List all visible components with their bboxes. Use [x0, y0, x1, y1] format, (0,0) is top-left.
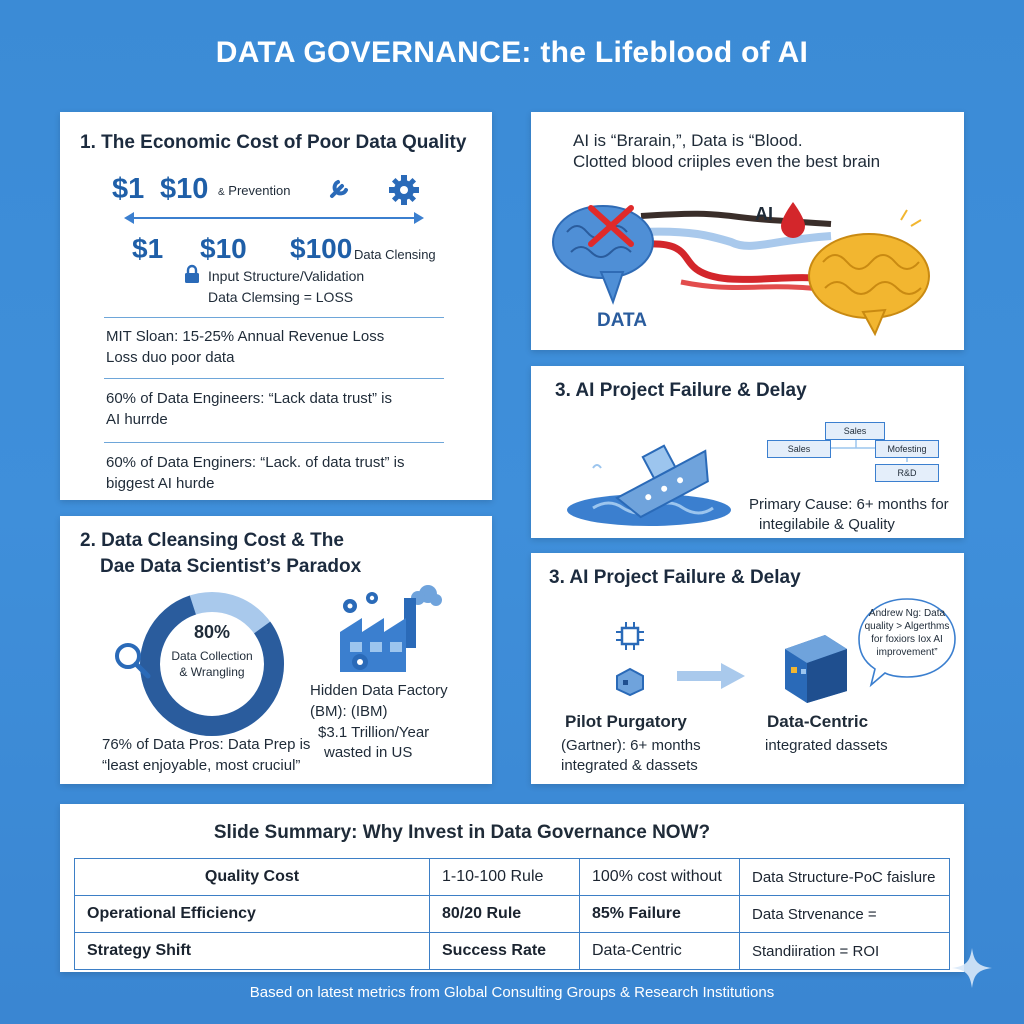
engineer-stat2-line1: 60% of Data Enginers: “Lack. of data trust” is — [106, 454, 405, 471]
table-row — [75, 896, 950, 933]
table-cell: Operational Efficiency — [75, 896, 430, 933]
data-centric-line1: integrated dassets — [765, 737, 888, 754]
engineer-stat-line2: AI hurrde — [106, 411, 168, 428]
table-cell: Standiiration = ROI — [740, 933, 950, 970]
brain-blood-illustration — [531, 112, 964, 350]
gear-icon — [388, 174, 420, 206]
divider — [104, 378, 444, 379]
engineer-stat-line1: 60% of Data Engineers: “Lack data trust” is — [106, 390, 392, 407]
cleansing-cost-panel — [60, 516, 492, 784]
panel-title: 3. AI Project Failure & Delay — [555, 380, 807, 401]
panel-title: 3. AI Project Failure & Delay — [549, 567, 801, 588]
cost-mid-3: $100 — [290, 233, 353, 264]
cost-top-2: $10 — [160, 173, 209, 205]
cleansing-label: Data Clensing — [354, 247, 436, 262]
pros-stat-line2: “least enjoyable, most cruciul” — [102, 757, 301, 774]
chip-icon — [615, 621, 645, 651]
table-cell: 1-10-100 Rule — [430, 859, 580, 896]
analogy-line1: AI is “Brarain,”, Data is “Blood. — [573, 131, 803, 150]
factory-line2: (BM): (IBM) — [310, 703, 388, 720]
data-cube-icon — [775, 625, 855, 705]
mit-stat-line1: MIT Sloan: 15-25% Annual Revenue Loss — [106, 328, 385, 345]
table-cell: 85% Failure — [580, 896, 740, 933]
table-cell: 100% cost without — [580, 859, 740, 896]
ai-label: AI — [755, 204, 773, 224]
table-cell: Data Structure-PoC faislure — [740, 859, 950, 896]
wrench-icon — [324, 174, 354, 204]
table-cell: Data Strvenance = — [740, 896, 950, 933]
table-cell: Strategy Shift — [75, 933, 430, 970]
cost-arrow — [124, 211, 424, 225]
summary-title: Slide Summary: Why Invest in Data Governance NOW? — [213, 822, 711, 843]
donut-label-line1: Data Collection — [171, 649, 253, 663]
input-structure-label: Input Structure/Validation — [208, 268, 365, 284]
mit-stat-line2: Loss duo poor data — [106, 349, 235, 366]
dept-box-sales: Sales — [767, 440, 831, 458]
cost-top-1: $1 — [112, 173, 145, 205]
table-row — [75, 933, 950, 970]
engineer-stat2-line2: biggest AI hurde — [106, 475, 215, 492]
cause-line1: Primary Cause: 6+ months for — [749, 496, 949, 513]
dept-box-sales-top: Sales — [825, 422, 885, 440]
data-centric-title: Data-Centric — [767, 712, 869, 731]
small-cube-icon — [615, 667, 645, 697]
panel-title-line1: 2. Data Cleansing Cost & The — [80, 530, 344, 551]
page-title: DATA GOVERNANCE: the Lifeblood of AI — [215, 36, 809, 69]
table-row — [75, 859, 950, 896]
project-failure-panel — [531, 366, 964, 538]
analogy-line2: Clotted blood criiples even the best brain — [573, 152, 881, 171]
data-label: DATA — [597, 310, 647, 331]
table-cell: Data-Centric — [580, 933, 740, 970]
pilot-purgatory-line1: (Gartner): 6+ months — [561, 737, 701, 754]
quote-line4: improvement” — [876, 647, 938, 658]
dept-box-marketing: Mofesting — [875, 440, 939, 458]
prevention-label: & Prevention — [218, 183, 291, 198]
quote-line3: for foxiors Iox AI — [871, 634, 943, 645]
panel-title-line2: Dae Data Scientist’s Paradox — [100, 556, 362, 577]
panel-title: 1. The Economic Cost of Poor Data Quality — [80, 132, 467, 153]
footer-note: Based on latest metrics from Global Consulting Groups & Research Institutions — [249, 984, 775, 1001]
pilot-purgatory-title: Pilot Purgatory — [565, 712, 687, 731]
divider — [104, 442, 444, 443]
dept-box-rnd: R&D — [875, 464, 939, 482]
cost-mid-2: $10 — [200, 233, 247, 264]
data-centric-panel — [531, 553, 964, 784]
factory-icon — [332, 582, 442, 672]
summary-table — [74, 858, 950, 970]
donut-percent: 80% — [193, 622, 231, 642]
donut-label-line2: & Wrangling — [179, 665, 245, 679]
table-cell: 80/20 Rule — [430, 896, 580, 933]
cost-mid-1: $1 — [132, 233, 164, 264]
quote-line1: Andrew Ng: Data — [868, 608, 946, 619]
factory-line4: wasted in US — [324, 744, 413, 761]
loss-label: Data Clemsing = LOSS — [208, 289, 354, 305]
table-cell: Success Rate — [430, 933, 580, 970]
divider — [104, 317, 444, 318]
economic-cost-panel — [60, 112, 492, 500]
cause-line2: integilabile & Quality — [759, 516, 895, 533]
factory-line1: Hidden Data Factory — [310, 682, 448, 699]
table-cell: Quality Cost — [75, 859, 430, 896]
factory-line3: $3.1 Trillion/Year — [318, 724, 430, 741]
pilot-purgatory-line2: integrated & dassets — [561, 757, 698, 774]
pros-stat-line1: 76% of Data Pros: Data Prep is — [102, 736, 311, 753]
arrow-right-icon — [677, 661, 747, 691]
magnifier-icon — [112, 640, 152, 680]
lock-icon — [184, 264, 200, 284]
quote-line2: quality > Algerthms — [864, 621, 950, 632]
brain-blood-panel — [531, 112, 964, 350]
sinking-ship-icon — [563, 418, 743, 528]
